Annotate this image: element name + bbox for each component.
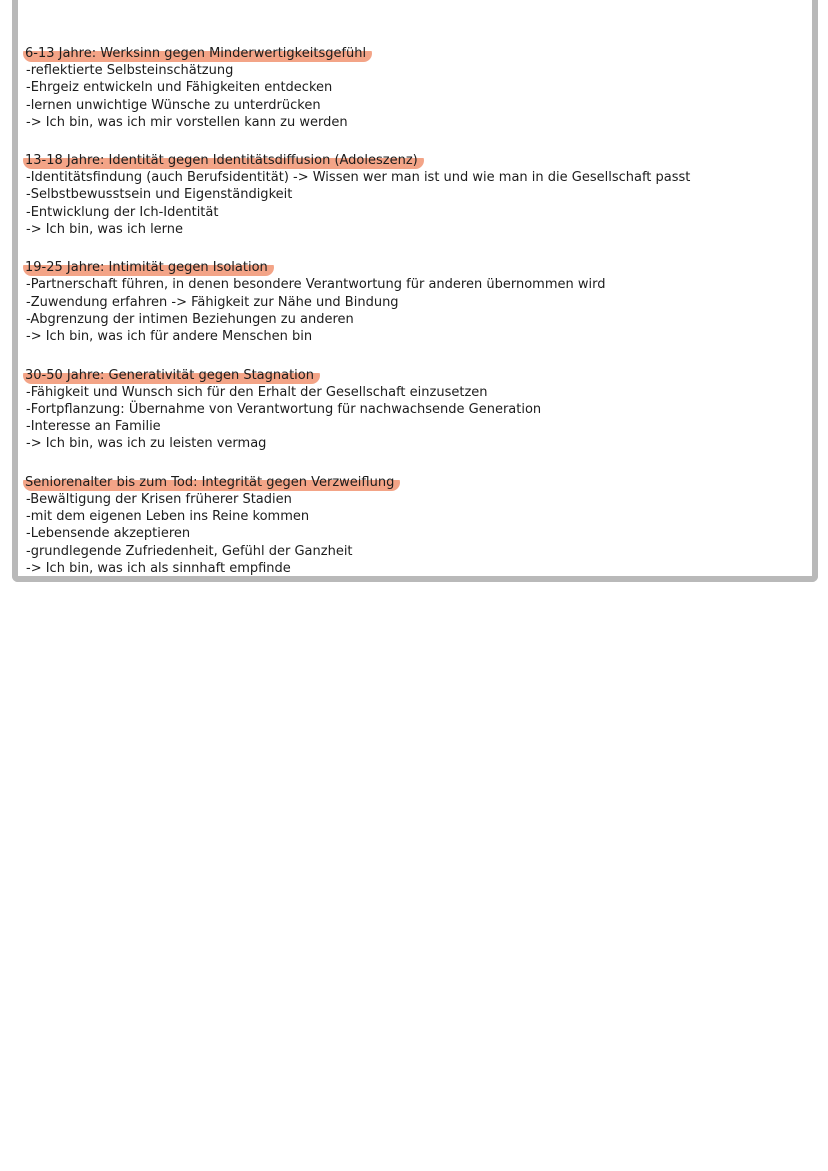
bullet-line: -Ehrgeiz entwickeln und Fähigkeiten entdecken	[26, 80, 333, 96]
section-heading: 30-50 Jahre: Generativität gegen Stagnation	[23, 367, 320, 384]
stage-section-13-18	[26, 149, 786, 238]
summary-line: -> Ich bin, was ich für andere Menschen bin	[26, 329, 313, 345]
stage-section-6-13	[26, 42, 786, 131]
bullet-line: -Bewältigung der Krisen früherer Stadien	[26, 491, 292, 507]
summary-line: -> Ich bin, was ich als sinnhaft empfinde	[26, 560, 291, 576]
bullet-line: -Entwicklung der Ich-Identität	[26, 204, 219, 220]
bullet-line: -lernen unwichtige Wünsche zu unterdrücken	[26, 97, 321, 113]
stage-section-30-50	[26, 364, 786, 453]
summary-line: -> Ich bin, was ich mir vorstellen kann zu werden	[26, 114, 348, 130]
bullet-line: -Partnerschaft führen, in denen besondere Verantwortung für anderen übernommen wird	[26, 277, 606, 293]
summary-line: -> Ich bin, was ich lerne	[26, 222, 184, 238]
bullet-line: -mit dem eigenen Leben ins Reine kommen	[26, 509, 310, 525]
bullet-line: -reflektierte Selbsteinschätzung	[26, 63, 234, 78]
summary-line: -> Ich bin, was ich zu leisten vermag	[26, 436, 267, 452]
bullet-line: -Selbstbewusstsein und Eigenständigkeit	[26, 187, 293, 203]
bullet-line: -Lebensende akzeptieren	[26, 526, 191, 542]
bullet-line: -Interesse an Familie	[26, 419, 161, 435]
stage-section-senior	[26, 471, 786, 577]
section-heading: 13-18 Jahre: Identität gegen Identitätsdiffusion (Adoleszenz)	[23, 152, 424, 169]
section-heading: 19-25 Jahre: Intimität gegen Isolation	[23, 259, 274, 276]
notes-content	[26, 42, 786, 595]
bullet-line: -Fortpflanzung: Übernahme von Verantwortung für nachwachsende Generation	[26, 401, 542, 417]
section-heading: Seniorenalter bis zum Tod: Integrität gegen Verzweiflung	[23, 474, 400, 491]
bullet-line: -Fähigkeit und Wunsch sich für den Erhalt der Gesellschaft einzusetzen	[26, 384, 488, 400]
bullet-line: -grundlegende Zufriedenheit, Gefühl der Ganzheit	[26, 543, 353, 559]
bullet-line: -Zuwendung erfahren -> Fähigkeit zur Nähe und Bindung	[26, 294, 399, 310]
bullet-line: -Abgrenzung der intimen Beziehungen zu anderen	[26, 311, 354, 327]
bullet-line: -Identitätsfindung (auch Berufsidentität) -> Wissen wer man ist und wie man in die Gesellschaft passt	[26, 170, 691, 186]
section-heading: 6-13 Jahre: Werksinn gegen Minderwertigkeitsgefühl	[23, 45, 372, 62]
stage-section-19-25	[26, 256, 786, 345]
